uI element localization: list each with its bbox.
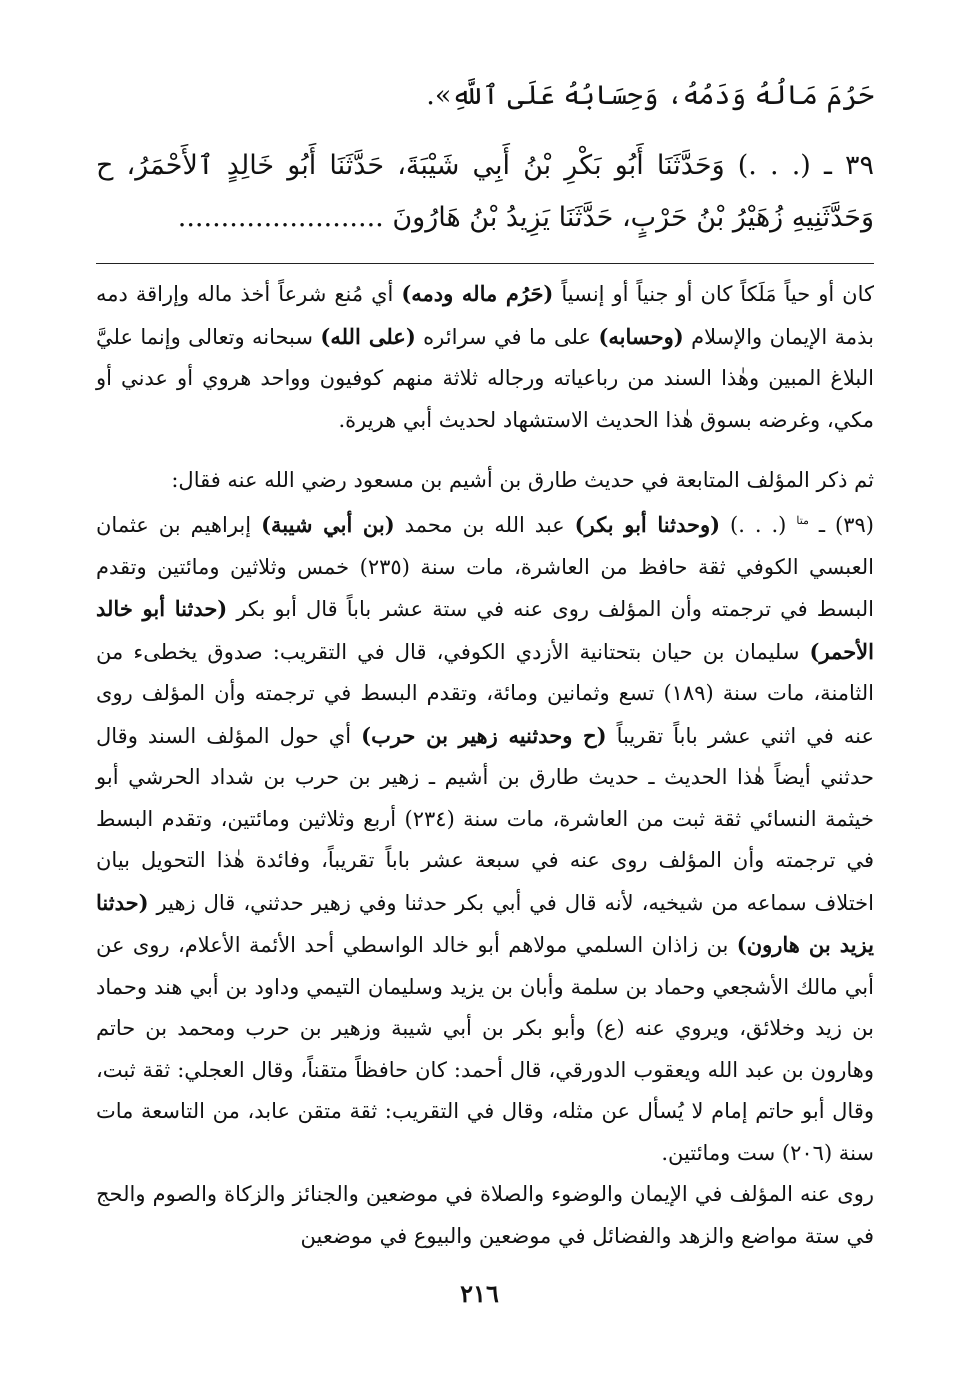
- page-number: ٢١٦: [460, 1279, 499, 1308]
- text: عبد الله بن محمد: [394, 513, 575, 537]
- hadith-block: [96, 140, 874, 244]
- bold-term: (حدثنا أبو خالد الأحمر): [96, 596, 874, 664]
- text: سليمان بن حيان بتحتانية الأزدي الكوفي، قال في التقريب: صدوق يخطىء من الثامنة، مات سنة (١٨٩) تسع وثمانين ومائة، وتقدم البسط في ترجمته وأن المؤلف روى عنه في اثني عشر باباً تقريباً: [96, 639, 875, 748]
- commentary-paragraph-3: [96, 500, 874, 1174]
- bold-term: (حَرُم ماله ودمه): [401, 281, 554, 306]
- bold-term: (بن أبي شيبة): [261, 512, 395, 537]
- bold-term: (حدثنا يزيد بن هارون): [96, 889, 874, 957]
- text: كان أو حياً مَلَكاً كان أو جنياً أو إنسياً: [553, 282, 874, 306]
- section-divider: [96, 263, 874, 264]
- commentary-paragraph-4: روى عنه المؤلف في الإيمان والوضوء والصلاة في موضعين والجنائز والزكاة والصوم والحج في ستة مواضع والزهد والفضائل في موضعين والبيوع في موضعين: [96, 1182, 874, 1248]
- text: بن زاذان السلمي مولاهم أبو خالد الواسطي أحد الأئمة الأعلام، روى عن أبي مالك الأشجعي وحماد بن سلمة وأبان بن يزيد وسليمان التيمي وداود بن أبي هند وحماد بن زيد وخلائق، ويروي عنه (ع) وأبو بكر بن أبي شيبة وزهير بن حرب ومحمد بن حاتم وهارون بن عبد الله ويعقوب الدورقي، قال أحمد: كان حافظاً متقناً، وقال العجلي: ثقة ثبت، وقال أبو حاتم إمام لا يُسأل عن مثله، وقال في التقريب: ثقة متقن عابد، من التاسعة مات سنة (٢٠٦) ست ومائتين.: [96, 933, 874, 1165]
- text: (٣٩) ـ: [808, 513, 874, 537]
- text: أي مُنع شرعاً أخذ ماله وإراقة دمه بذمة الإيمان والإسلام: [96, 282, 874, 349]
- bold-term: (وحسابه): [598, 323, 684, 349]
- text: سبحانه وتعالى وإنما عليَّ البلاغ المبين وهٰذا السند من رباعياته ورجاله ثلاثة منهم كوفيون وواحد هروي أو عدني أو مكي، وغرضه بسوق هٰذا الحديث الاستشهاد لحديث أبي هريرة.: [96, 324, 874, 432]
- bold-term: (وحدثنا أبو بكر): [574, 512, 721, 537]
- text: (. . .): [720, 513, 797, 537]
- hadith-line-3: وَحَدَّثَنِيهِ زُهَيْرُ بْنُ حَرْبٍ، حَدَّثَنَا يَزِيدُ بْنُ هَارُونَ ........................: [177, 202, 874, 233]
- marginal-mark: متا: [796, 514, 809, 527]
- hadith-line-1: حَرُمَ مَالُهُ وَدَمُهُ، وَحِسَابُهُ عَلَى ٱللَّهِ».: [426, 80, 874, 111]
- bold-term: (على الله): [320, 323, 416, 349]
- text: إبراهيم بن عثمان العبسي الكوفي ثقة حافظ من العاشرة، مات سنة (٢٣٥) خمس وثلاثين ومائتين وتقدم البسط في ترجمته وأن المؤلف روى عنه في ستة عشر باباً قال أبو بكر: [96, 513, 874, 621]
- bold-term: (ح وحدثنيه زهير بن حرب): [361, 722, 607, 748]
- hadith-line-2: ٣٩ ـ (. . .) وَحَدَّثَنَا أَبُو بَكْرِ بْنُ أَبِي شَيْبَةَ، حَدَّثَنَا أَبُو خَالِدٍ ٱلأَحْمَرُ، ح: [96, 150, 874, 181]
- commentary-paragraph-1: [96, 273, 874, 441]
- text: أي حول المؤلف السند وقال حدثني أيضاً هٰذا الحديث ـ حديث طارق بن أشيم ـ زهير بن حرب بن شداد الحرشي أبو خيثمة النسائي ثقة ثبت من العاشرة، مات سنة (٢٣٤) أربع وثلاثين ومائتين، وتقدم البسط في ترجمته وأن المؤلف روى عنه في سبعة عشر باباً تقريباً، وفائدة هٰذا التحويل بيان اختلاف سماعه من شيخيه، لأنه قال في أبي بكر حدثنا وفي زهير حدثني، قال زهير: [96, 723, 874, 915]
- commentary-paragraph-2: ثم ذكر المؤلف المتابعة في حديث طارق بن أشيم بن مسعود رضي الله عنه فقال:: [171, 468, 874, 492]
- text: على ما في سرائره: [415, 324, 599, 349]
